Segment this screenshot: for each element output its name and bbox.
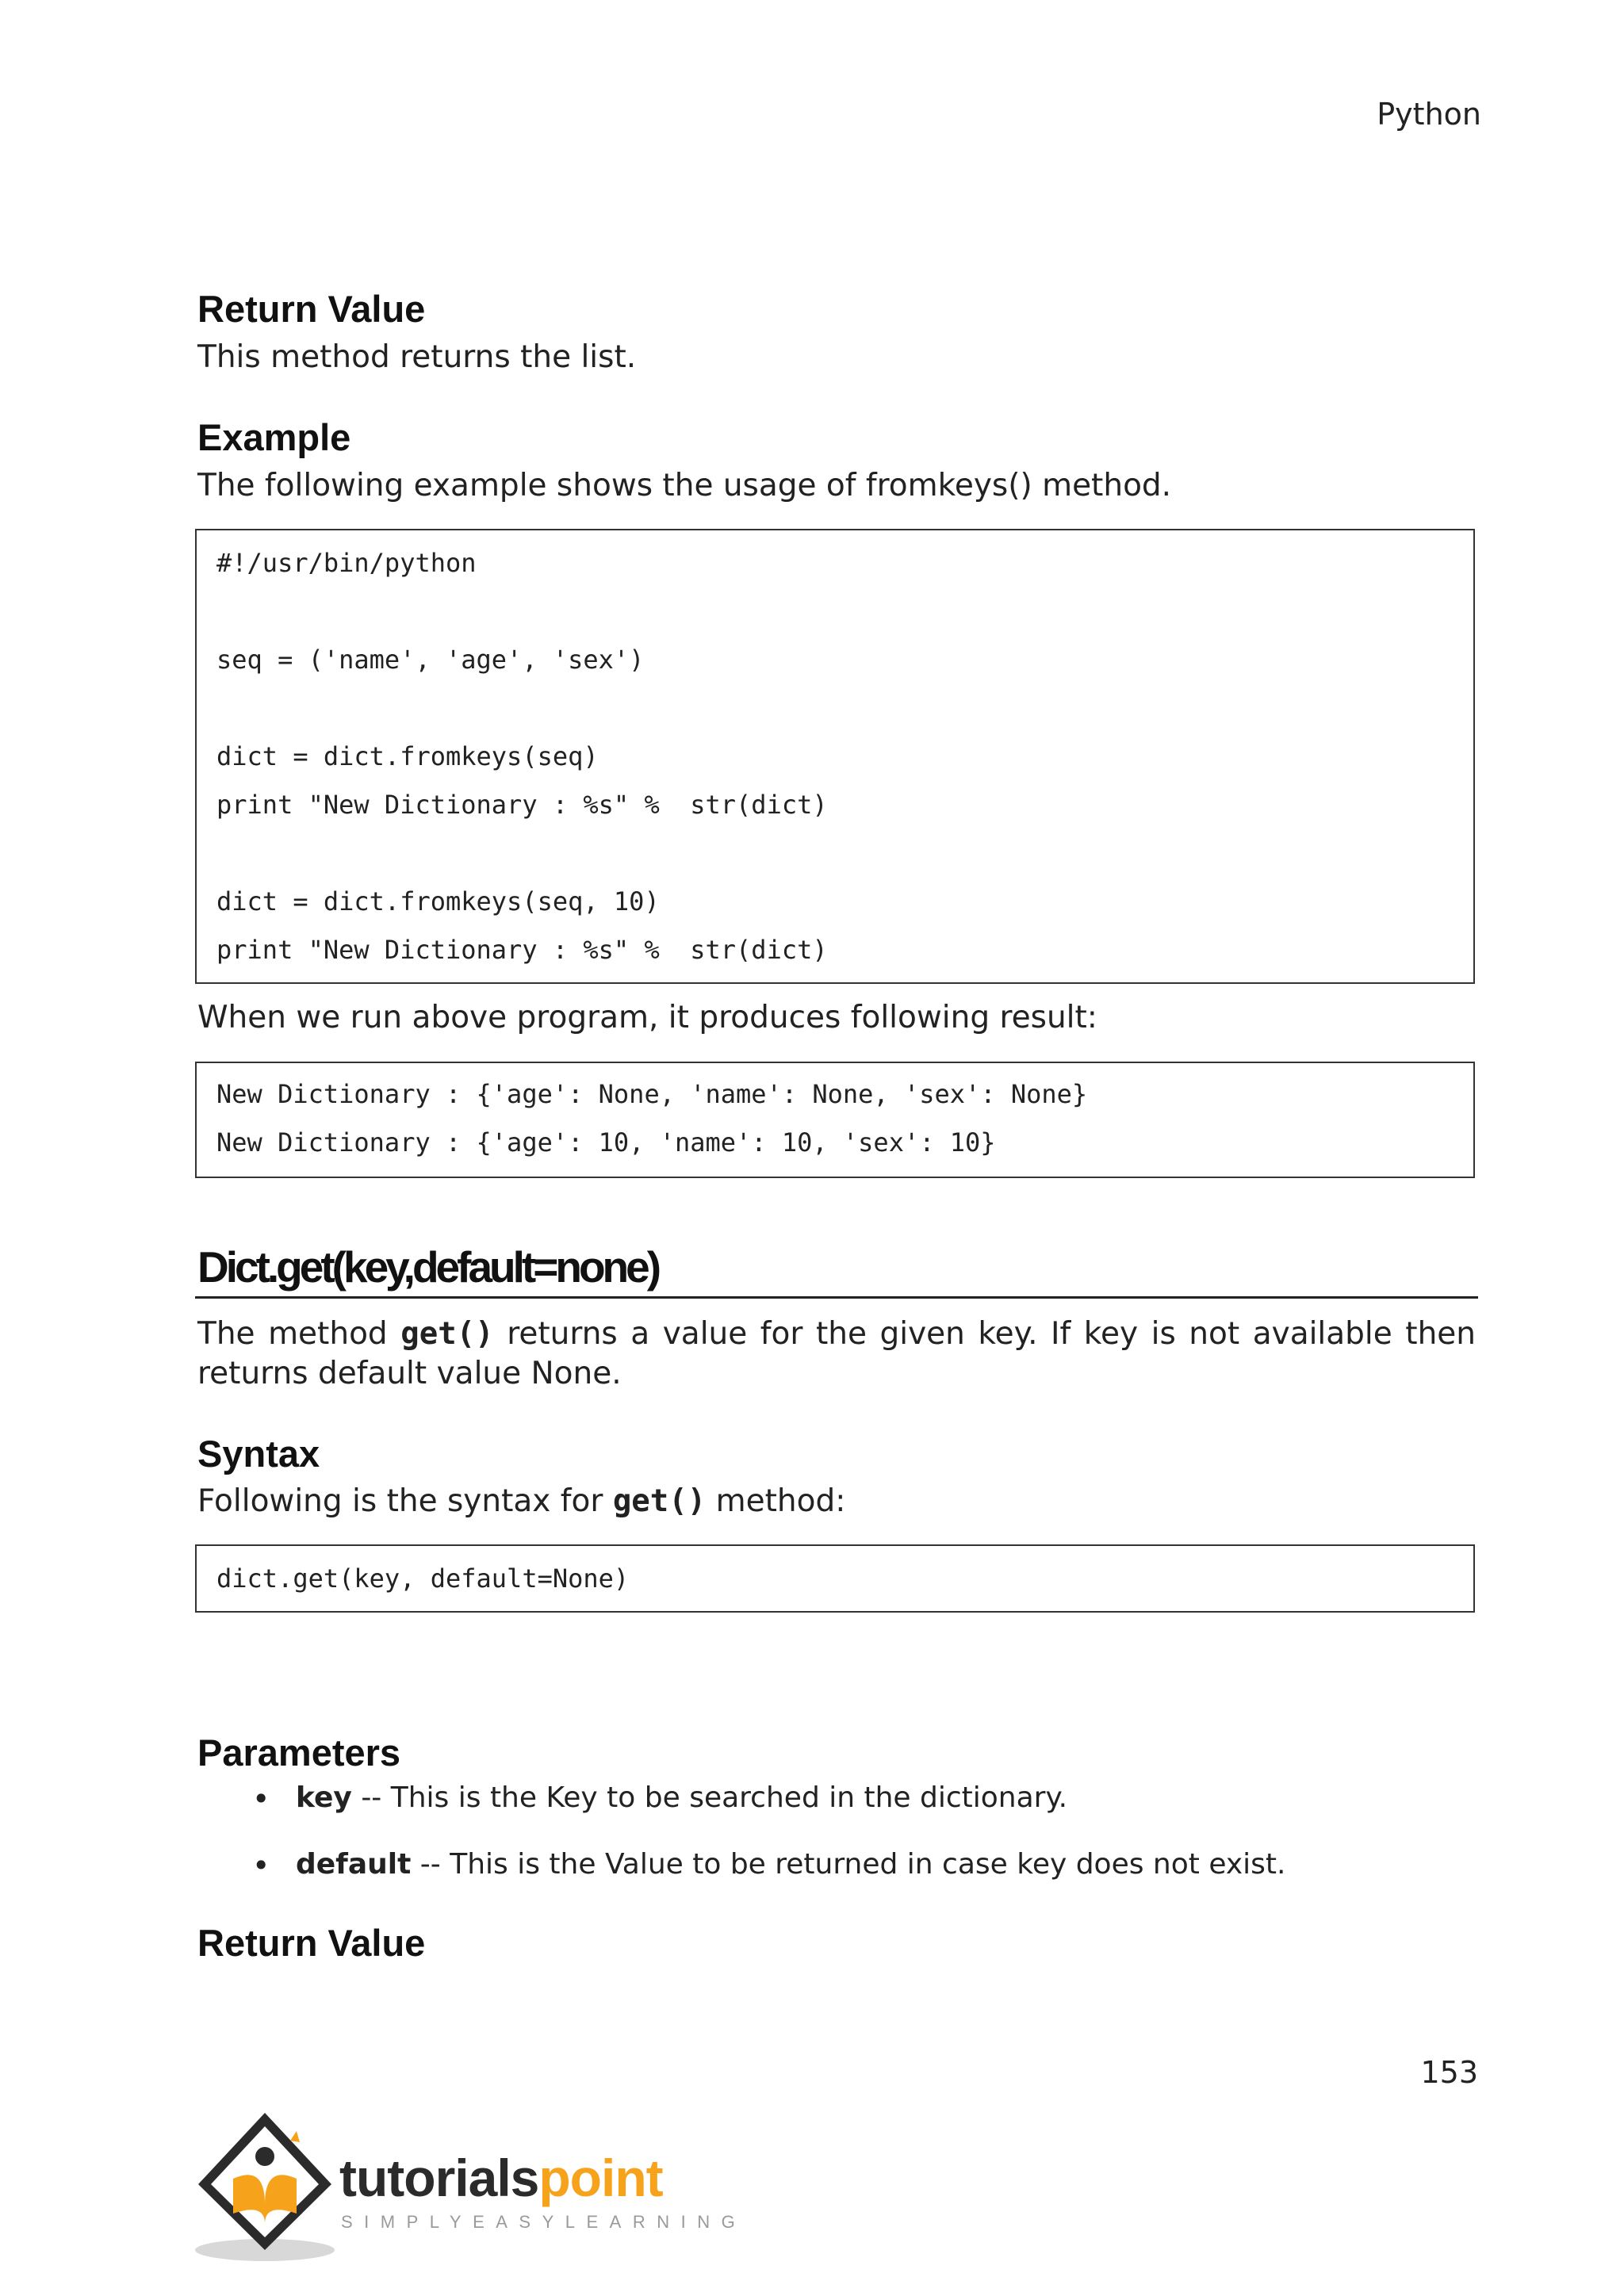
syntax-intro — [197, 1482, 845, 1521]
svg-text:tutorialspoint — [339, 2149, 664, 2207]
code-line: seq = ('name', 'age', 'sex') — [216, 645, 645, 675]
get-intro-paragraph — [197, 1314, 1476, 1394]
code-line: print "New Dictionary : %s" % str(dict) — [216, 935, 828, 965]
logo-graphic — [195, 2109, 747, 2267]
return-value-text: This method returns the list. — [197, 339, 637, 375]
example-heading: Example — [197, 416, 351, 458]
output-line: New Dictionary : {'age': None, 'name': None, 'sex': None} — [216, 1079, 1088, 1109]
parameter-text — [296, 1781, 1067, 1814]
syntax-text-before: Following is the syntax for — [197, 1483, 603, 1519]
output-block — [195, 1062, 1475, 1178]
bullet-icon: • — [252, 1848, 270, 1883]
return-value-heading: Return Value — [197, 288, 426, 330]
logo-word-point: point — [538, 2149, 663, 2207]
result-intro: When we run above program, it produces following result: — [197, 1000, 1097, 1035]
output-line: New Dictionary : {'age': 10, 'name': 10, 'sex': 10} — [216, 1127, 996, 1158]
spark-icon — [290, 2131, 300, 2142]
bullet-icon: • — [252, 1781, 270, 1816]
code-line: #!/usr/bin/python — [216, 548, 477, 578]
logo-word-tutorials: tutorials — [339, 2149, 539, 2207]
return-value-heading-2: Return Value — [197, 1922, 426, 1964]
intro-text-before: The method — [197, 1316, 388, 1352]
tutorialspoint-logo — [195, 2109, 747, 2271]
section-title-rule — [195, 1296, 1478, 1299]
page-number: 153 — [1420, 2055, 1478, 2090]
code-line: print "New Dictionary : %s" % str(dict) — [216, 790, 828, 820]
inline-code: get() — [612, 1483, 707, 1519]
syntax-heading: Syntax — [197, 1433, 320, 1475]
reader-head-icon — [255, 2147, 274, 2166]
parameter-text — [296, 1848, 1285, 1881]
example-intro: The following example shows the usage of fromkeys() method. — [197, 468, 1172, 503]
code-line: dict = dict.fromkeys(seq) — [216, 741, 599, 771]
parameter-desc: -- This is the Value to be returned in case key does not exist. — [419, 1848, 1286, 1881]
syntax-code-block — [195, 1544, 1475, 1613]
parameter-name: default — [296, 1848, 412, 1881]
syntax-text-after: method: — [715, 1483, 846, 1519]
intro-text-after: returns a value for the given key. If key is not available then returns default value None. — [197, 1316, 1477, 1391]
logo-tagline: SIMPLYEASYLEARNING — [341, 2212, 747, 2232]
code-line: dict = dict.fromkeys(seq, 10) — [216, 886, 660, 916]
parameter-name: key — [296, 1781, 352, 1814]
section-title: Dict.get(key,default=none) — [197, 1242, 659, 1292]
inline-code: get() — [400, 1316, 494, 1352]
running-header: Python — [1377, 97, 1481, 132]
code-block — [195, 529, 1475, 984]
syntax-code-line: dict.get(key, default=None) — [216, 1563, 630, 1594]
parameters-heading: Parameters — [197, 1732, 401, 1774]
parameter-desc: -- This is the Key to be searched in the dictionary. — [361, 1781, 1068, 1814]
